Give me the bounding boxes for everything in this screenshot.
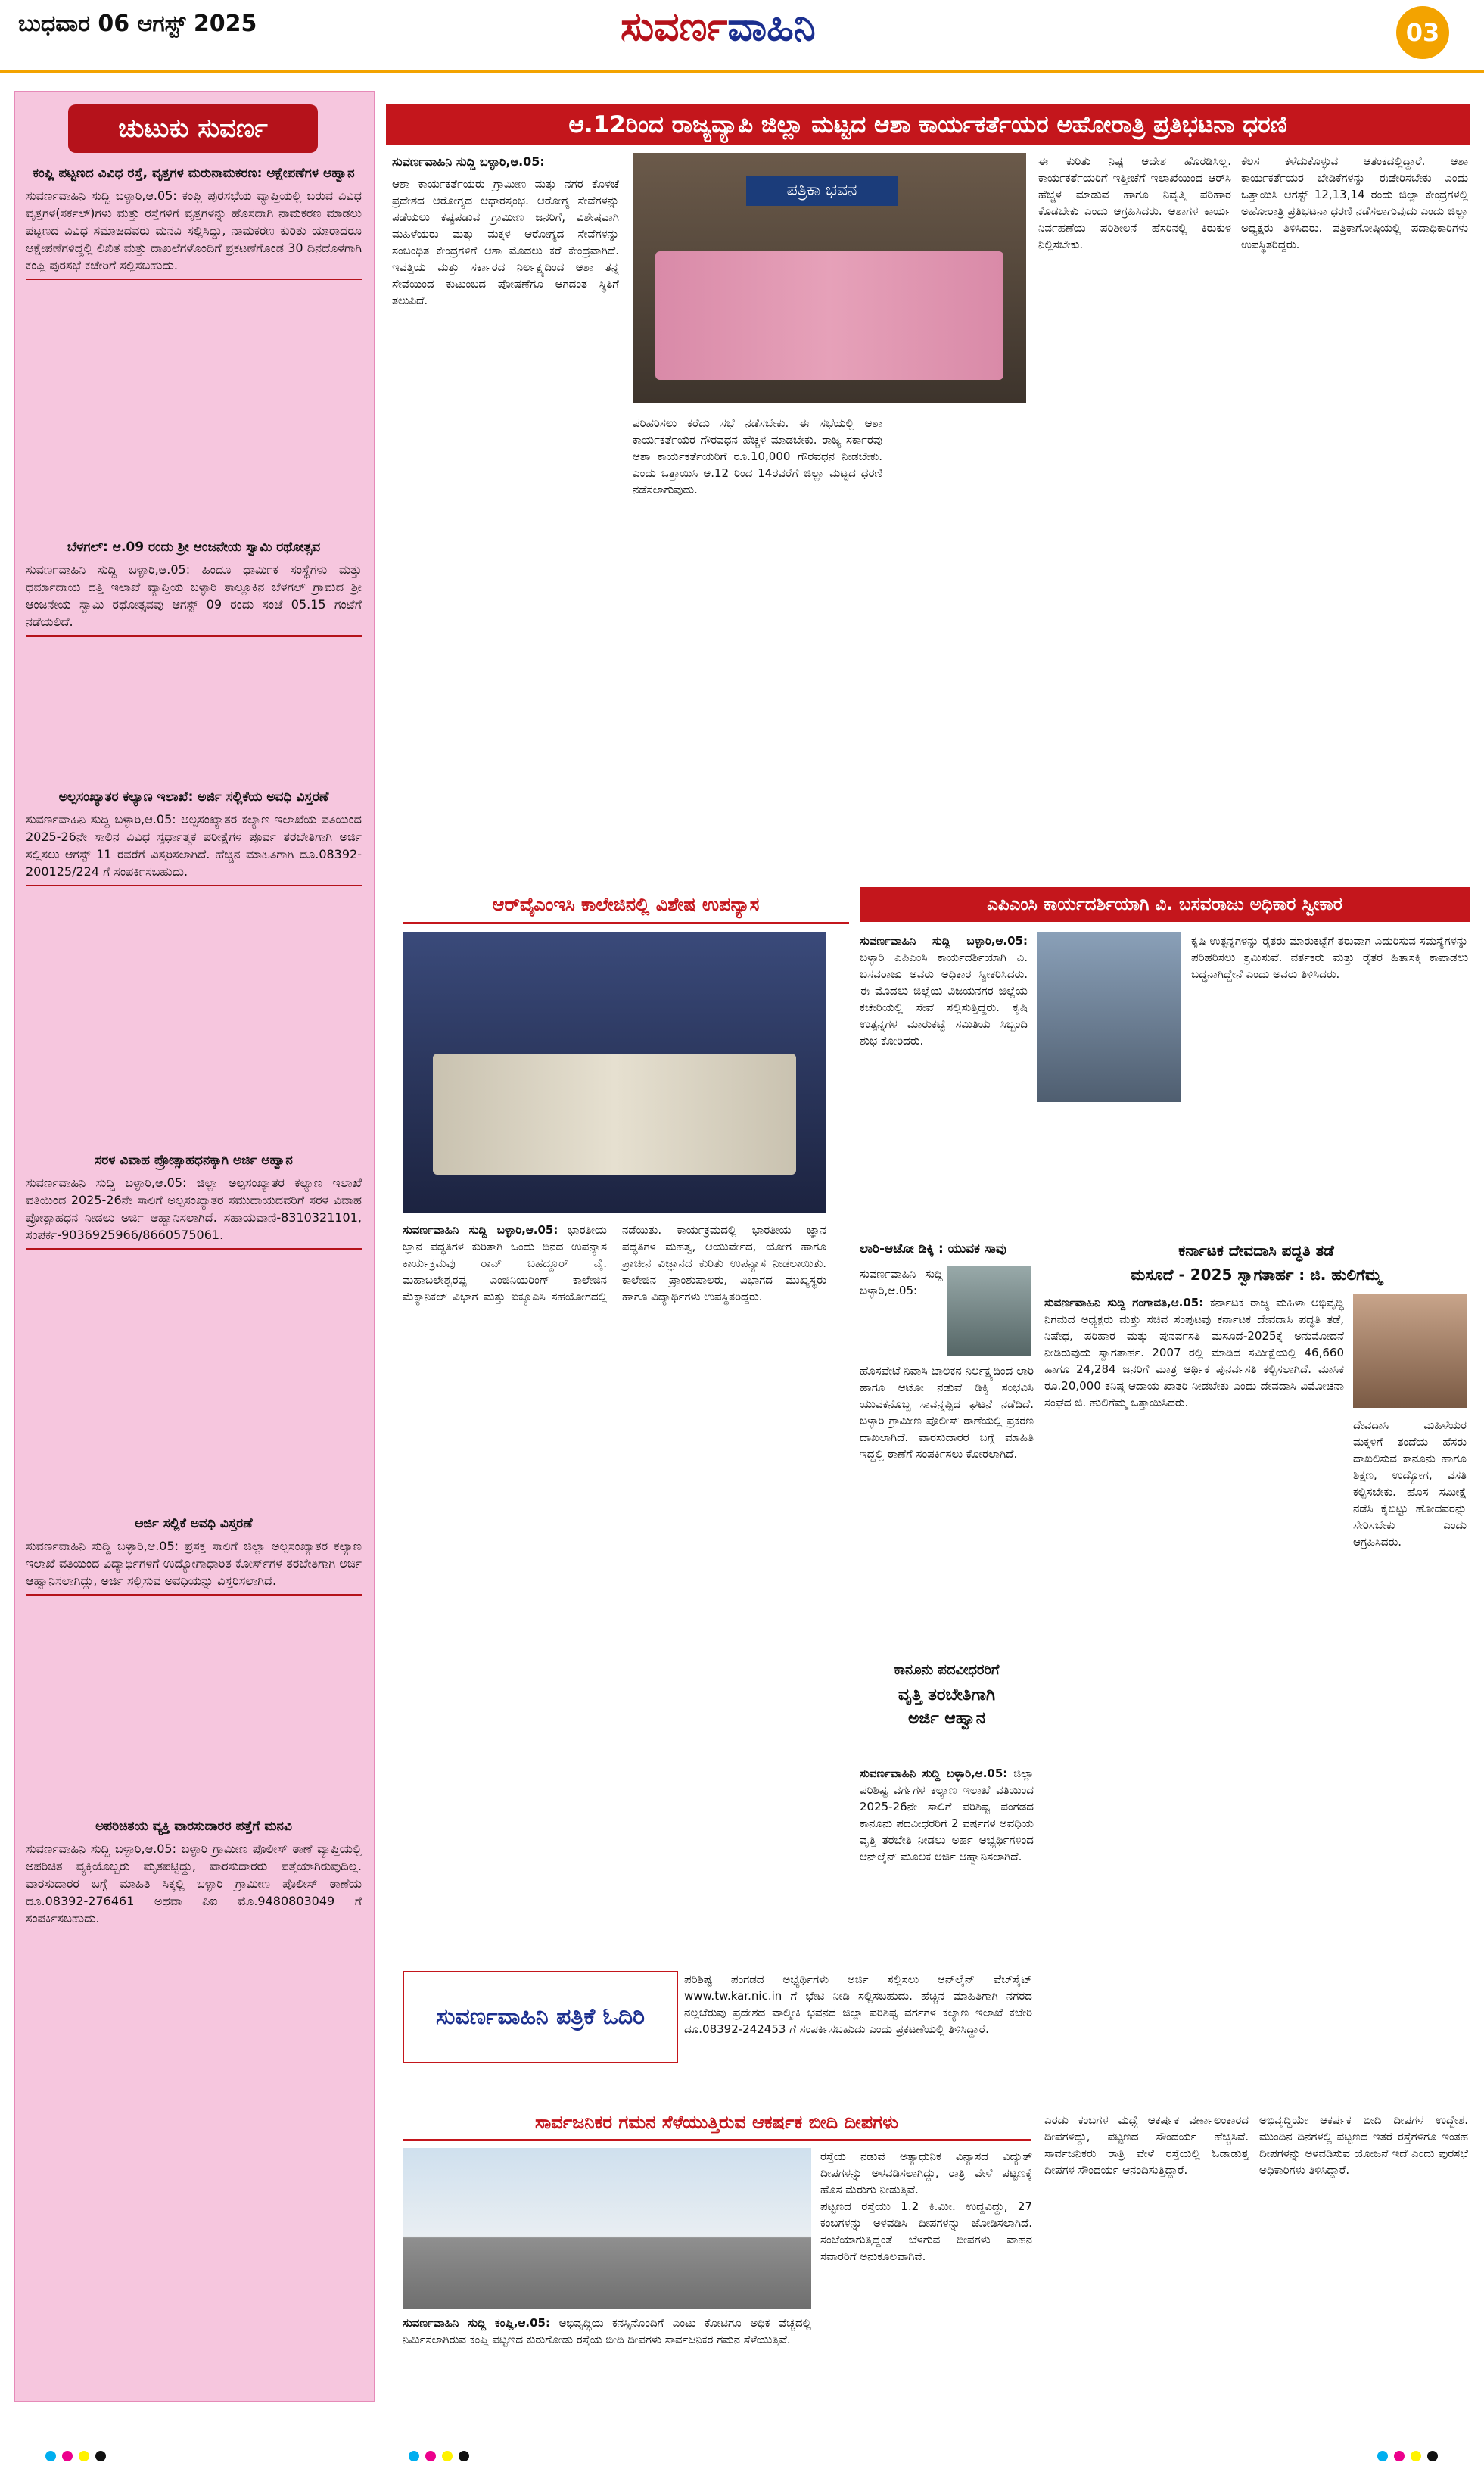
byline: ಸುವರ್ಣವಾಹಿನಿ ಸುದ್ದಿ ಬಳ್ಳಾರಿ,ಆ.05: bbox=[392, 154, 545, 169]
yellow-dot bbox=[442, 2451, 453, 2461]
brief-heading: ಸರಳ ವಿವಾಹ ಪ್ರೋತ್ಸಾಹಧನಕ್ಕಾಗಿ ಅರ್ಜಿ ಆಹ್ವಾನ bbox=[95, 1153, 293, 1168]
brief-heading: ಬೆಳಗಲ್: ಆ.09 ರಂದು ಶ್ರೀ ಆಂಜನೇಯ ಸ್ವಾಮಿ ರಥೋತ್ಸವ bbox=[67, 540, 321, 555]
lecture-photo bbox=[403, 932, 826, 1213]
brief-heading: ಅಪರಿಚಿತಯ ವ್ಯಕ್ತಿ ವಾರಸುದಾರರ ಪತ್ತೆಗೆ ಮನವಿ bbox=[95, 1819, 292, 1834]
victim-photo bbox=[947, 1266, 1031, 1356]
lead-col-2: ಪರಿಹರಿಸಲು ಕರೆದು ಸಭೆ ನಡೆಸಬೇಕು. ಈ ಸಭೆಯಲ್ಲಿ ಆಶಾ ಕಾರ್ಯಕರ್ತೆಯರ ಗೌರವಧನ ಹೆಚ್ಚಳ ಮಾಡಬೇಕು. ರಾಜ್ಯ ಸರ್ಕಾರವು ಆಶಾ ಕಾರ್ಯಕರ್ತೆಯರಿಗೆ ರೂ.10,000 ಗೌರವಧನ ನೀಡಬೇಕು. ಎಂದು ಒತ್ತಾಯಿಸಿ ಆ.12 ರಿಂದ 14ರವರೆಗೆ ಜಿಲ್ಲಾ ಮಟ್ಟದ ಧರಣಿ ನಡೆಸಲಾಗುವುದು. bbox=[633, 416, 882, 497]
promo-text: ಸುವರ್ಣವಾಹಿನಿ ಪತ್ರಿಕೆ ಓದಿರಿ bbox=[435, 2003, 646, 2030]
brief-body: ಸುವರ್ಣವಾಹಿನಿ ಸುದ್ದಿ ಬಳ್ಳಾರಿ,ಆ.05: ಜಿಲ್ಲಾ ಅಲ್ಪಸಂಖ್ಯಾತರ ಕಲ್ಯಾಣ ಇಲಾಖೆ ವತಿಯಿಂದ 2025-26ನೇ ಸಾಲಿಗೆ ಅಲ್ಪಸಂಖ್ಯಾತರ ಸಮುದಾಯದವರಿಗೆ ಸರಳ ವಿವಾಹ ಪ್ರೋತ್ಸಾಹಧನ ನೀಡಲು ಅರ್ಜಿ ಆಹ್ವಾನಿಸಲಾಗಿದೆ. ಸಹಾಯವಾಣಿ-8310321101, ಸಂಪರ್ಕ-9036925966/8660575061. bbox=[26, 1175, 362, 1242]
issue-date: ಬುಧವಾರ 06 ಆಗಸ್ಟ್ 2025 bbox=[18, 11, 257, 37]
photo-banner: ಪತ್ರಿಕಾ ಭವನ bbox=[746, 176, 898, 206]
legal-text: ಜಿಲ್ಲಾ ಪರಿಶಿಷ್ಟ ವರ್ಗಗಳ ಕಲ್ಯಾಣ ಇಲಾಖೆ ವತಿಯಿಂದ 2025-26ನೇ ಸಾಲಿಗೆ ಪರಿಶಿಷ್ಟ ಪಂಗಡದ ಕಾನೂನು ಪದವೀಧರರಿಗೆ 2 ವರ್ಷಗಳ ಅವಧಿಯ ವೃತ್ತಿ ತರಬೇತಿ ನೀಡಲು ಅರ್ಹ ಅಭ್ಯರ್ಥಿಗಳಿಂದ ಆನ್‌ಲೈನ್ ಮೂಲಕ ಅರ್ಜಿ ಆಹ್ವಾನಿಸಲಾಗಿದೆ. bbox=[860, 1767, 1034, 1863]
lorry-headline: ಲಾರಿ-ಆಟೋ ಡಿಕ್ಕಿ : ಯುವಕ ಸಾವು bbox=[860, 1241, 1006, 1256]
page-number: 03 bbox=[1396, 6, 1449, 59]
lead-headline: ಆ.12ರಿಂದ ರಾಜ್ಯವ್ಯಾಪಿ ಜಿಲ್ಲಾ ಮಟ್ಟದ ಆಶಾ ಕಾರ್ಯಕರ್ತೆಯರ ಅಹೋರಾತ್ರಿ ಪ್ರತಿಭಟನಾ ಧರಣಿ bbox=[386, 104, 1470, 145]
print-registration-marks bbox=[0, 2442, 1484, 2472]
street-lights-photo bbox=[403, 2148, 811, 2309]
divider bbox=[26, 1248, 362, 1250]
lead-col-4: ಕೆಲಸ ಕಳೆದುಕೊಳ್ಳುವ ಆತಂಕದಲ್ಲಿದ್ದಾರೆ. ಆಶಾ ಕಾರ್ಯಕರ್ತೆಯರ ಬೇಡಿಕೆಗಳನ್ನು ಈಡೇರಿಸಬೇಕು ಎಂದು ಒತ್ತಾಯಿಸಿ ಆಗಸ್ಟ್ 12,13,14 ರಂದು ಜಿಲ್ಲಾ ಕೇಂದ್ರಗಳಲ್ಲಿ ಅಹೋರಾತ್ರಿ ಪ್ರತಿಭಟನಾ ಧರಣಿ ನಡೆಸಲಾಗುವುದು ಎಂದು ಜಿಲ್ಲಾ ಅಧ್ಯಕ್ಷರು ತಿಳಿಸಿದರು. ಪತ್ರಿಕಾಗೋಷ್ಠಿಯಲ್ಲಿ ಪದಾಧಿಕಾರಿಗಳು ಉಪಸ್ಥಿತರಿದ್ದರು. bbox=[1241, 154, 1468, 251]
lights-headline: ಸಾರ್ವಜನಿಕರ ಗಮನ ಸೆಳೆಯುತ್ತಿರುವ ಆಕರ್ಷಕ ಬೀದಿ ದೀಪಗಳು bbox=[403, 2106, 1031, 2141]
lights-text: ಅಭಿವೃದ್ಧಿಯ ಕನಸ್ಸಿನೊಂದಿಗೆ ಎಂಟು ಕೋಟಿಗೂ ಅಧಿಕ ವೆಚ್ಚದಲ್ಲಿ ನಿರ್ಮಿಸಲಾಗಿರುವ ಕಂಪ್ಲಿ ಪಟ್ಟಣದ ಕುರುಗೋಡು ರಸ್ತೆಯ ಬೀದಿ ದೀಪಗಳು ಸಾರ್ವಜನಿಕರ ಗಮನ ಸೆಳೆಯುತ್ತಿವೆ. bbox=[403, 2316, 811, 2346]
black-dot bbox=[459, 2451, 469, 2461]
brief-heading: ಅರ್ಜಿ ಸಲ್ಲಿಕೆ ಅವಧಿ ವಿಸ್ತರಣೆ bbox=[135, 1516, 253, 1531]
divider bbox=[26, 1594, 362, 1596]
brief-item bbox=[26, 539, 362, 637]
byline: ಸುವರ್ಣವಾಹಿನಿ ಸುದ್ದಿ ಬಳ್ಳಾರಿ,ಆ.05: bbox=[860, 934, 1028, 948]
yellow-dot bbox=[79, 2451, 89, 2461]
divider bbox=[26, 279, 362, 280]
magenta-dot bbox=[425, 2451, 436, 2461]
apmc-text: ಬಳ್ಳಾರಿ ಎಪಿಎಂಸಿ ಕಾರ್ಯದರ್ಶಿಯಾಗಿ ವಿ. ಬಸವರಾಜು ಅವರು ಅಧಿಕಾರ ಸ್ವೀಕರಿಸಿದರು. ಈ ಮೊದಲು ಜಿಲ್ಲೆಯ ವಿಜಯನಗರ ಜಿಲ್ಲೆಯ ಕಚೇರಿಯಲ್ಲಿ ಸೇವೆ ಸಲ್ಲಿಸುತ್ತಿದ್ದರು. ಕೃಷಿ ಉತ್ಪನ್ನಗಳ ಮಾರುಕಟ್ಟೆ ಸಮಿತಿಯ ಸಿಬ್ಬಂದಿ ಶುಭ ಕೋರಿದರು. bbox=[860, 951, 1028, 1048]
brief-heading: ಕಂಪ್ಲಿ ಪಟ್ಟಣದ ವಿವಿಧ ರಸ್ತೆ, ವೃತ್ತಗಳ ಮರುನಾಮಕರಣ: ಆಕ್ಷೇಪಣೆಗಳ ಆಹ್ವಾನ bbox=[33, 166, 355, 181]
activist-photo bbox=[1353, 1294, 1467, 1408]
byline: ಸುವರ್ಣವಾಹಿನಿ ಸುದ್ದಿ ಗಂಗಾವತಿ,ಆ.05: bbox=[1044, 1296, 1204, 1309]
brief-item bbox=[26, 1515, 362, 1596]
legal-headline-3: ಅರ್ಜಿ ಆಹ್ವಾನ bbox=[907, 1709, 986, 1728]
brief-body: ಸುವರ್ಣವಾಹಿನಿ ಸುದ್ದಿ ಬಳ್ಳಾರಿ,ಆ.05: ಬಳ್ಳಾರಿ ಗ್ರಾಮೀಣ ಪೊಲೀಸ್ ಠಾಣೆ ವ್ಯಾಪ್ತಿಯಲ್ಲಿ ಅಪರಿಚಿತ ವ್ಯಕ್ತಿಯೊಬ್ಬರು ಮೃತಪಟ್ಟಿದ್ದು, ವಾರಸುದಾರರು ಪತ್ತೆಯಾಗಿರುವುದಿಲ್ಲ. ವಾರಸುದಾರರ ಬಗ್ಗೆ ಮಾಹಿತಿ ಸಿಕ್ಕಲ್ಲಿ ಬಳ್ಳಾರಿ ಗ್ರಾಮೀಣ ಪೊಲೀಸ್ ಠಾಣೆಯ ದೂ.08392-276461 ಅಥವಾ ಪಿಐ ಮೊ.9480803049 ಗೆ ಸಂಪರ್ಕಿಸಬಹುದು. bbox=[26, 1842, 362, 1926]
apmc-body-right: ಕೃಷಿ ಉತ್ಪನ್ನಗಳನ್ನು ರೈತರು ಮಾರುಕಟ್ಟೆಗೆ ತರುವಾಗ ಎದುರಿಸುವ ಸಮಸ್ಯೆಗಳನ್ನು ಪರಿಹರಿಸಲು ಶ್ರಮಿಸುವೆ. ವರ್ತಕರು ಮತ್ತು ರೈತರ ಹಿತಾಸಕ್ತಿ ಕಾಪಾಡಲು ಬದ್ಧನಾಗಿದ್ದೇನೆ ಎಂದು ಅವರು ತಿಳಿಸಿದರು. bbox=[1191, 934, 1468, 981]
cyan-dot bbox=[45, 2451, 56, 2461]
brief-body: ಸುವರ್ಣವಾಹಿನಿ ಸುದ್ದಿ ಬಳ್ಳಾರಿ,ಆ.05: ಹಿಂದೂ ಧಾರ್ಮಿಕ ಸಂಸ್ಥೆಗಳು ಮತ್ತು ಧರ್ಮಾದಾಯ ದತ್ತಿ ಇಲಾಖೆ ವ್ಯಾಪ್ತಿಯ ಬಳ್ಳಾರಿ ತಾಲ್ಲೂಕಿನ ಬೆಳಗಲ್ ಗ್ರಾಮದ ಶ್ರೀ ಆಂಜನೇಯ ಸ್ವಾಮಿ ರಥೋತ್ಸವವು ಆಗಸ್ಟ್ 09 ರಂದು ಸಂಜೆ 05.15 ಗಂಟೆಗೆ ನಡೆಯಲಿದೆ. bbox=[26, 562, 362, 629]
lecture-body bbox=[403, 1222, 826, 1963]
lecture-headline: ಆರ್‌ವೈಎಂಇಸಿ ಕಾಲೇಜಿನಲ್ಲಿ ವಿಶೇಷ ಉಪನ್ಯಾಸ bbox=[403, 887, 849, 924]
devadasi-subhead: ಮಸೂದೆ - 2025 ಸ್ವಾಗತಾರ್ಹ : ಜಿ. ಹುಲಿಗೆಮ್ಮ bbox=[1131, 1266, 1382, 1284]
lights-text-2: ರಸ್ತೆಯ ನಡುವೆ ಅತ್ಯಾಧುನಿಕ ವಿನ್ಯಾಸದ ವಿದ್ಯುತ್ ದೀಪಗಳನ್ನು ಅಳವಡಿಸಲಾಗಿದ್ದು, ರಾತ್ರಿ ವೇಳೆ ಪಟ್ಟಣಕ್ಕೆ ಹೊಸ ಮೆರುಗು ನೀಡುತ್ತಿವೆ. bbox=[820, 2150, 1032, 2196]
lorry-body: ಹೊಸಪೇಟೆ ನಿವಾಸಿ ಚಾಲಕನ ನಿರ್ಲಕ್ಷ್ಯದಿಂದ ಲಾರಿ ಹಾಗೂ ಆಟೋ ನಡುವೆ ಡಿಕ್ಕಿ ಸಂಭವಿಸಿ ಯುವಕನೊಬ್ಬ ಸಾವನ್ನಪ್ಪಿದ ಘಟನೆ ನಡೆದಿದೆ. ಬಳ್ಳಾರಿ ಗ್ರಾಮೀಣ ಪೊಲೀಸ್ ಠಾಣೆಯಲ್ಲಿ ಪ್ರಕರಣ ದಾಖಲಾಗಿದೆ. ವಾರಸುದಾರರ ಬಗ್ಗೆ ಮಾಹಿತಿ ಇದ್ದಲ್ಲಿ ಠಾಣೆಗೆ ಸಂಪರ್ಕಿಸಲು ಕೋರಲಾಗಿದೆ. bbox=[860, 1364, 1034, 1461]
cyan-dot bbox=[409, 2451, 419, 2461]
color-dots-left bbox=[45, 2451, 106, 2461]
color-dots-middle bbox=[409, 2451, 469, 2461]
legal-notice-continued: ಪರಿಶಿಷ್ಟ ಪಂಗಡದ ಅಭ್ಯರ್ಥಿಗಳು ಅರ್ಜಿ ಸಲ್ಲಿಸಲು ಆನ್‌ಲೈನ್ ವೆಬ್‌ಸೈಟ್ www.tw.kar.nic.in ಗೆ ಭೇಟಿ ನೀಡಿ ಸಲ್ಲಿಸಬಹುದು. ಹೆಚ್ಚಿನ ಮಾಹಿತಿಗಾಗಿ ನಗರದ ನಲ್ಲಚೆರುವು ಪ್ರದೇಶದ ವಾಲ್ಮೀಕಿ ಭವನದ ಜಿಲ್ಲಾ ಪರಿಶಿಷ್ಟ ವರ್ಗಗಳ ಕಲ್ಯಾಣ ಇಲಾಖೆ ಕಚೇರಿ ದೂ.08392-242453 ಗೆ ಸಂಪರ್ಕಿಸಬಹುದು ಎಂದು ಪ್ರಕಟಣೆಯಲ್ಲಿ ತಿಳಿಸಿದ್ದಾರೆ. bbox=[684, 1972, 1032, 2036]
lead-byline-block bbox=[392, 153, 634, 170]
officer-photo bbox=[1037, 932, 1181, 1102]
brief-item bbox=[26, 1818, 362, 1927]
byline: ಸುವರ್ಣವಾಹಿನಿ ಸುದ್ದಿ ಕಂಪ್ಲಿ,ಆ.05: bbox=[403, 2316, 550, 2330]
color-dots-right bbox=[1377, 2451, 1438, 2461]
yellow-dot bbox=[1411, 2451, 1421, 2461]
lights-text-3: ಪಟ್ಟಣದ ರಸ್ತೆಯು 1.2 ಕಿ.ಮೀ. ಉದ್ದವಿದ್ದು, 27 ಕಂಬಗಳನ್ನು ಅಳವಡಿಸಿ ದೀಪಗಳನ್ನು ಜೋಡಿಸಲಾಗಿದೆ. ಸಂಜೆಯಾಗುತ್ತಿದ್ದಂತೆ ಬೆಳಗುವ ದೀಪಗಳು ವಾಹನ ಸವಾರರಿಗೆ ಅನುಕೂಲವಾಗಿವೆ. bbox=[820, 2200, 1032, 2263]
promo-box bbox=[403, 1971, 678, 2063]
legal-headline-2: ವೃತ್ತಿ ತರಬೇತಿಗಾಗಿ bbox=[898, 1686, 996, 1705]
devadasi-body bbox=[1044, 1294, 1344, 2097]
lights-col-2 bbox=[820, 2148, 1032, 2436]
lorry-byline: ಸುವರ್ಣವಾಹಿನಿ ಸುದ್ದಿ ಬಳ್ಳಾರಿ,ಆ.05: bbox=[860, 1267, 943, 1297]
sidebar-briefs bbox=[14, 91, 375, 2402]
protest-photo bbox=[633, 153, 1026, 403]
legal-headline-block bbox=[860, 1662, 1034, 1728]
apmc-headline: ಎಪಿಎಂಸಿ ಕಾರ್ಯದರ್ಶಿಯಾಗಿ ವಿ. ಬಸವರಾಜು ಅಧಿಕಾರ ಸ್ವೀಕಾರ bbox=[860, 887, 1470, 922]
brief-item bbox=[26, 789, 362, 886]
lecture-text: ಭಾರತೀಯ ಜ್ಞಾನ ಪದ್ಧತಿಗಳ ಕುರಿತಾಗಿ ಒಂದು ದಿನದ ಉಪನ್ಯಾಸ ಕಾರ್ಯಕ್ರಮವು ರಾವ್ ಬಹದ್ದೂರ್ ವೈ. ಮಹಾಬಲೇಶ್ವರಪ್ಪ ಎಂಜಿನಿಯರಿಂಗ್ ಕಾಲೇಜಿನ ಮೆಕ್ಯಾನಿಕಲ್ ವಿಭಾಗ ಮತ್ತು ಐಕ್ಯೂಎಸಿ ಸಹಯೋಗದಲ್ಲಿ ನಡೆಯಿತು. ಕಾರ್ಯಕ್ರಮದಲ್ಲಿ ಭಾರತೀಯ ಜ್ಞಾನ ಪದ್ಧತಿಗಳ ಮಹತ್ವ, ಆಯುರ್ವೇದ, ಯೋಗ ಹಾಗೂ ಪ್ರಾಚೀನ ವಿಜ್ಞಾನದ ಕುರಿತು ಉಪನ್ಯಾಸ ನೀಡಲಾಯಿತು. ಕಾಲೇಜಿನ ಪ್ರಾಂಶುಪಾಲರು, ವಿಭಾಗದ ಮುಖ್ಯಸ್ಥರು ಹಾಗೂ ವಿದ್ಯಾರ್ಥಿಗಳು ಉಪಸ್ಥಿತರಿದ್ದರು. bbox=[403, 1223, 826, 1303]
speakers-image bbox=[433, 1054, 796, 1175]
divider bbox=[26, 635, 362, 637]
devadasi-headline: ಕರ್ನಾಟಕ ದೇವದಾಸಿ ಪದ್ಧತಿ ತಡೆ bbox=[1178, 1241, 1334, 1259]
cyan-dot bbox=[1377, 2451, 1388, 2461]
devadasi-body-2: ದೇವದಾಸಿ ಮಹಿಳೆಯರ ಮಕ್ಕಳಿಗೆ ತಂದೆಯ ಹೆಸರು ದಾಖಲಿಸುವ ಕಾನೂನು ಹಾಗೂ ಶಿಕ್ಷಣ, ಉದ್ಯೋಗ, ವಸತಿ ಕಲ್ಪಿಸಬೇಕು. ಹೊಸ ಸಮೀಕ್ಷೆ ನಡೆಸಿ ಕೈಬಿಟ್ಟು ಹೋದವರನ್ನು ಸೇರಿಸಬೇಕು ಎಂದು ಆಗ್ರಹಿಸಿದರು. bbox=[1353, 1418, 1467, 1549]
lights-col-4: ಎರಡು ಕಂಬಗಳ ಮಧ್ಯೆ ಆಕರ್ಷಕ ವರ್ಣಾಲಂಕಾರದ ದೀಪಗಳಿದ್ದು, ಪಟ್ಟಣದ ಸೌಂದರ್ಯ ಹೆಚ್ಚಿಸಿವೆ. ಸಾರ್ವಜನಿಕರು ರಾತ್ರಿ ವೇಳೆ ರಸ್ತೆಯಲ್ಲಿ ಓಡಾಡುತ್ತ ದೀಪಗಳ ಸೌಂದರ್ಯ ಆನಂದಿಸುತ್ತಿದ್ದಾರೆ. bbox=[1044, 2113, 1249, 2177]
magenta-dot bbox=[62, 2451, 73, 2461]
magenta-dot bbox=[1394, 2451, 1405, 2461]
masthead bbox=[0, 0, 1484, 73]
byline: ಸುವರ್ಣವಾಹಿನಿ ಸುದ್ದಿ ಬಳ್ಳಾರಿ,ಆ.05: bbox=[403, 1223, 558, 1237]
legal-headline-1: ಕಾನೂನು ಪದವೀಧರರಿಗೆ bbox=[894, 1662, 1000, 1678]
lead-col-1: ಆಶಾ ಕಾರ್ಯಕರ್ತೆಯರು ಗ್ರಾಮೀಣ ಮತ್ತು ನಗರ ಕೊಳಚೆ ಪ್ರದೇಶದ ಆರೋಗ್ಯದ ಆಧಾರಸ್ತಂಭ. ಆರೋಗ್ಯ ಸೇವೆಗಳನ್ನು ಪಡೆಯಲು ಕಷ್ಟಪಡುವ ಗ್ರಾಮೀಣ ಜನರಿಗೆ, ವಿಶೇಷವಾಗಿ ಮಹಿಳೆಯರು ಮತ್ತು ಮಕ್ಕಳ ಆರೋಗ್ಯದ ಸೇವೆಗಳನ್ನು ಸಂಬಂಧಿತ ಕೇಂದ್ರಗಳಿಗೆ ಆಶಾ ಮೊದಲು ಕರೆ ಕೇಂದ್ರವಾಗಿದೆ. ಇವತ್ತಿಯ ಮತ್ತು ಸರ್ಕಾರದ ನಿರ್ಲಕ್ಷ್ಯದಿಂದ ಆಶಾ ತನ್ನ ಸೇವೆಯಿಂದ ಕುಟುಂಬದ ಪೋಷಣೆಗೂ ಆಗದಂತ ಸ್ಥಿತಿಗೆ ತಲುಪಿದೆ. bbox=[392, 177, 619, 307]
lights-col-1 bbox=[403, 2315, 811, 2436]
lights-col-5: ಅಭಿವೃದ್ಧಿಯೇ ಆಕರ್ಷಕ ಬೀದಿ ದೀಪಗಳ ಉದ್ದೇಶ. ಮುಂದಿನ ದಿನಗಳಲ್ಲಿ ಪಟ್ಟಣದ ಇತರೆ ರಸ್ತೆಗಳಿಗೂ ಇಂತಹ ದೀಪಗಳನ್ನು ಅಳವಡಿಸುವ ಯೋಜನೆ ಇದೆ ಎಂದು ಪುರಸಭೆ ಅಧಿಕಾರಿಗಳು ತಿಳಿಸಿದ್ದಾರೆ. bbox=[1259, 2113, 1468, 2177]
logo-left: ಸುವರ್ಣ bbox=[621, 5, 728, 50]
divider bbox=[26, 885, 362, 886]
brief-body: ಸುವರ್ಣವಾಹಿನಿ ಸುದ್ದಿ ಬಳ್ಳಾರಿ,ಆ.05: ಕಂಪ್ಲಿ ಪುರಸಭೆಯ ವ್ಯಾಪ್ತಿಯಲ್ಲಿ ಬರುವ ವಿವಿಧ ವೃತ್ತಗಳ(ಸರ್ಕಲ್)ಗಳು ಮತ್ತು ರಸ್ತೆಗಳಿಗೆ ವೃತ್ತಗಳನ್ನು ಹೊಸದಾಗಿ ನಾಮಕರಣ ಮಾಡಲು ಪಟ್ಟಣದ ವಿವಿಧ ಸಮಾಜದವರು ಮನವಿ ಸಲ್ಲಿಸಿದ್ದು, ನಾಮಕರಣ ಕುರಿತು ಯಾರಾದರೂ ಆಕ್ಷೇಪಣೆಗಳಿದ್ದಲ್ಲಿ ಲಿಖಿತ ಮತ್ತು ದಾಖಲೆಗಳೊಂದಿಗೆ ಪ್ರಕಟಣೆಗೊಂಡ 30 ದಿನದೊಳಗಾಗಿ ಕಂಪ್ಲಿ ಪುರಸಭೆ ಕಚೇರಿಗೆ ಸಲ್ಲಿಸಬಹುದು. bbox=[26, 188, 362, 272]
devadasi-text: ಕರ್ನಾಟಕ ರಾಜ್ಯ ಮಹಿಳಾ ಅಭಿವೃದ್ಧಿ ನಿಗಮದ ಅಧ್ಯಕ್ಷರು ಮತ್ತು ಸಚಿವ ಸಂಪುಟವು ಕರ್ನಾಟಕ ದೇವದಾಸಿ ಪದ್ಧತಿ ತಡೆ, ನಿಷೇಧ, ಪರಿಹಾರ ಮತ್ತು ಪುನರ್ವಸತಿ ಮಸೂದೆ-2025ಕ್ಕೆ ಅನುಮೋದನೆ ನೀಡಿರುವುದು ಸ್ವಾಗತಾರ್ಹ. 2007 ರಲ್ಲಿ ಮಾಡಿದ ಸಮೀಕ್ಷೆಯಲ್ಲಿ 46,660 ಹಾಗೂ 24,284 ಜನರಿಗೆ ಮಾತ್ರ ಆರ್ಥಿಕ ಪುನರ್ವಸತಿ ಕಲ್ಪಿಸಲಾಗಿದೆ. ಮಾಸಿಕ ರೂ.20,000 ಕನಿಷ್ಠ ಆದಾಯ ಖಾತರಿ ನೀಡಬೇಕು ಎಂದು ದೇವದಾಸಿ ವಿಮೋಚನಾ ಸಂಘದ ಜಿ. ಹುಲಿಗೆಮ್ಮ ಒತ್ತಾಯಿಸಿದರು. bbox=[1044, 1296, 1344, 1409]
brief-heading: ಅಲ್ಪಸಂಖ್ಯಾತರ ಕಲ್ಯಾಣ ಇಲಾಖೆ: ಅರ್ಜಿ ಸಲ್ಲಿಕೆಯ ಅವಧಿ ವಿಸ್ತರಣೆ bbox=[58, 789, 329, 805]
brief-item bbox=[26, 1152, 362, 1250]
brief-body: ಸುವರ್ಣವಾಹಿನಿ ಸುದ್ದಿ ಬಳ್ಳಾರಿ,ಆ.05: ಅಲ್ಪಸಂಖ್ಯಾತರ ಕಲ್ಯಾಣ ಇಲಾಖೆಯ ವತಿಯಿಂದ 2025-26ನೇ ಸಾಲಿನ ವಿವಿಧ ಸ್ಪರ್ಧಾತ್ಮಕ ಪರೀಕ್ಷೆಗಳ ಪೂರ್ವ ತರಬೇತಿಗಾಗಿ ಅರ್ಜಿ ಸಲ್ಲಿಸಲು ಆಗಸ್ಟ್ 11 ರವರೆಗೆ ವಿಸ್ತರಿಸಲಾಗಿದೆ. ಹೆಚ್ಚಿನ ಮಾಹಿತಿಗಾಗಿ ದೂ.08392-200125/224 ಗೆ ಸಂಪರ್ಕಿಸಬಹುದು. bbox=[26, 812, 362, 879]
newspaper-logo bbox=[621, 5, 816, 51]
black-dot bbox=[1427, 2451, 1438, 2461]
byline: ಸುವರ್ಣವಾಹಿನಿ ಸುದ್ದಿ ಬಳ್ಳಾರಿ,ಆ.05: bbox=[860, 1767, 1008, 1780]
lead-col-3: ಈ ಕುರಿತು ನಿಷ್ಪ ಆದೇಶ ಹೊರಡಿಸಿಲ್ಲ. ಕಾರ್ಯಕರ್ತೆಯರಿಗೆ ಇತ್ತೀಚೆಗೆ ಇಲಾಖೆಯಿಂದ ಆರ್‌ಸಿ ಹೆಚ್ಚಳ ಮಾಡುವ ಹಾಗೂ ನಿವೃತ್ತಿ ಪರಿಹಾರ ಕೊಡಬೇಕು ಎಂದು ಆಗ್ರಹಿಸಿದರು. ಆಶಾಗಳ ಕಾರ್ಯ ನಿರ್ವಹಣೆಯ ಪರಿಶೀಲನೆ ಹೆಸರಿನಲ್ಲಿ ಕಿರುಕುಳ ನಿಲ್ಲಿಸಬೇಕು. bbox=[1038, 154, 1231, 251]
sidebar-title: ಚುಟುಕು ಸುವರ್ಣ bbox=[68, 104, 318, 153]
brief-item bbox=[26, 165, 362, 280]
logo-right: ವಾಹಿನಿ bbox=[727, 5, 816, 50]
apmc-body-left bbox=[860, 932, 1028, 1232]
black-dot bbox=[95, 2451, 106, 2461]
protesters-image bbox=[655, 251, 1003, 380]
brief-body: ಸುವರ್ಣವಾಹಿನಿ ಸುದ್ದಿ ಬಳ್ಳಾರಿ,ಆ.05: ಪ್ರಸಕ್ತ ಸಾಲಿಗೆ ಜಿಲ್ಲಾ ಅಲ್ಪಸಂಖ್ಯಾತರ ಕಲ್ಯಾಣ ಇಲಾಖೆ ವತಿಯಿಂದ ವಿದ್ಯಾರ್ಥಿಗಳಿಗೆ ಉದ್ಯೋಗಾಧಾರಿತ ಕೋರ್ಸ್‌ಗಳ ತರಬೇತಿಗಾಗಿ ಅರ್ಜಿ ಆಹ್ವಾನಿಸಲಾಗಿದ್ದು, ಅರ್ಜಿ ಸಲ್ಲಿಸುವ ಅವಧಿಯನ್ನು ವಿಸ್ತರಿಸಲಾಗಿದೆ. bbox=[26, 1539, 362, 1588]
